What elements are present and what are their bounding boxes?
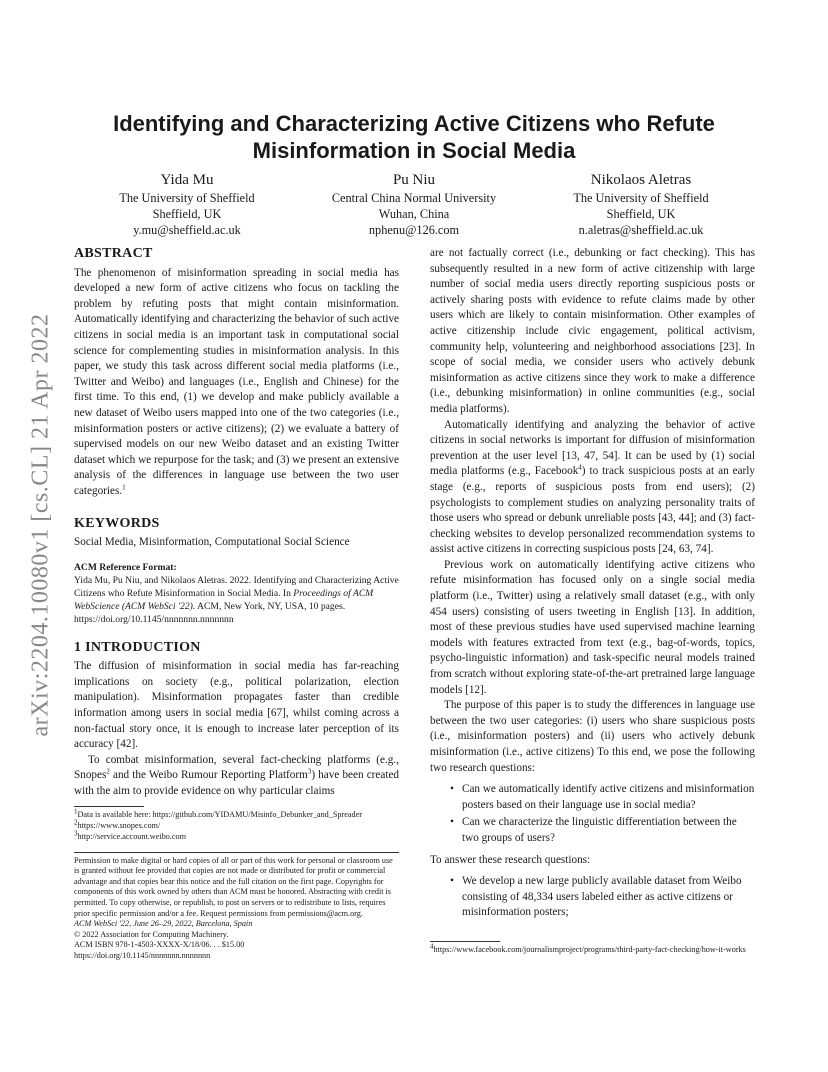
footnote-number: 3	[74, 828, 78, 837]
footnote-divider	[74, 806, 144, 807]
footnote-number: 4	[430, 942, 434, 951]
author-affiliation: Central China Normal University	[331, 191, 497, 205]
author-name: Pu Niu	[392, 172, 436, 188]
abstract-body: The phenomenon of misinformation spreading in social media has developed a new form of active citizens who focus on tackling the problem by refuting posts that might contain misinformation. Automatically identifying and characterizing the behavior of such active citizens in social media is an important task in computational social science for complementing studies in misinformation analysis. In this paper, we study this task across different social media platforms (i.e., Twitter and Weibo) and languages (i.e., English and Chinese) for the first time. To this end, (1) we develop and make publicly available a new dataset of Weibo users mapped into one of the two categories (i.e., misinformation posters or active citizens); (2) we evaluate a battery of supervised models on our new Weibo dataset and an existing Twitter dataset which we repurpose for the task; and (3) we present an extensive analysis of the differences in language use between the two user categories.	[74, 266, 399, 497]
footnote-mark[interactable]: 1	[122, 483, 126, 492]
conference-venue	[74, 919, 399, 930]
acm-ref-venue: Proceedings of ACM WebScience (ACM WebSci '22).	[74, 587, 374, 612]
author-location: Sheffield, UK	[606, 207, 676, 221]
conference-venue-text: ACM WebSci '22, June 26–29, 2022, Barcelona, Spain	[74, 919, 253, 929]
list-item: • Can we automatically identify active citizens and misinformation posters based on their language use in social media?	[462, 782, 755, 813]
intro-paragraph-1: The diffusion of misinformation in social media has far-reaching implications on society (e.g., political polarization, election manipulation). Misinformation propagates faster than credible information among users in social media [67], whilst coming across a non-factual story once, it is enough to increase later perception of its accuracy [42].	[74, 660, 399, 751]
acm-reference-text	[74, 574, 399, 626]
paper-title: Identifying and Characterizing Active Citizens who Refute Misinformation in Social Media	[113, 111, 715, 163]
author-email[interactable]: nphenu@126.com	[368, 223, 460, 237]
footnote-3	[74, 828, 399, 842]
footnote-number: 1	[74, 806, 78, 815]
left-column	[74, 246, 399, 962]
list-item: • Can we characterize the linguistic differentiation between the two groups of users?	[462, 815, 755, 846]
footnote-number: 2	[74, 817, 78, 826]
footnote-text[interactable]: http://service.account.weibo.com	[77, 831, 186, 841]
permission-notice: Permission to make digital or hard copies of all or part of this work for personal or classroom use is granted without fee provided that copies are not made or distributed for profit or commercial advantage and that copies bear this notice and the full citation on the first page. Copyrights for components of this work owned by others than ACM must be honored. Abstracting with credit is permitted. To copy otherwise, or republish, to post on servers or to redistribute to lists, requires prior specific permission and/or a fee. Request permissions from permissions@acm.org.	[74, 855, 393, 918]
intro-paragraph-3: are not factually correct (i.e., debunking or fact checking). This has subsequently resulted in a new form of active citizenship with large number of social media users directly reporting suspicious posts or actively sharing posts with evidence to refute claims made by other users which are likely to contain misinformation. Other examples of active citizenship include civic engagement, political activism, community help, volunteering and neighborhood associations [23]. In scope of social media, we consider users who actively debunk misinformation as active citizens since they work to make a difference (i.e., debunking misinformation) in online communities (e.g., social media platforms).	[430, 247, 755, 415]
acm-ref-authors: Yida Mu, Pu Niu, and Nikolaos Aletras. 2022. Identifying and Characterizing Active Citizens who Refute Misinformation in Social Media. In	[74, 574, 399, 599]
arxiv-stamp	[26, 290, 56, 760]
footnote-text[interactable]: Data is available here: https://github.com/YIDAMU/Misinfo_Debunker_and_Spreader	[77, 809, 362, 819]
author-email[interactable]: n.aletras@sheffield.ac.uk	[578, 223, 704, 237]
footnote-2	[74, 817, 399, 831]
author-2	[301, 170, 527, 238]
author-block	[74, 170, 754, 238]
intro-paragraph-6: The purpose of this paper is to study the differences in language use between the two user categories: (i) users who share suspicious posts (i.e., misinformation posters) and (ii) users who actively debunk misinformation (i.e., active citizens) To this end, we pose the following two research questions:	[430, 699, 755, 774]
abstract-text	[74, 266, 399, 500]
footnote-mark[interactable]: 4	[578, 463, 582, 472]
doi-line[interactable]: https://doi.org/10.1145/nnnnnnn.nnnnnnn	[74, 950, 211, 960]
abstract-heading: ABSTRACT	[74, 246, 153, 261]
author-name: Yida Mu	[160, 172, 214, 188]
list-item: • We develop a new large publicly available dataset from Weibo consisting of 48,334 users labeled either as active citizens or misinformation posters;	[462, 874, 755, 921]
keywords-heading: KEYWORDS	[74, 515, 160, 531]
footnote-mark[interactable]: 2	[106, 767, 110, 776]
author-location: Sheffield, UK	[152, 207, 222, 221]
arxiv-stamp-text: arXiv:2204.10080v1 [cs.CL] 21 Apr 2022	[27, 313, 54, 737]
intro-paragraph-7: To answer these research questions:	[430, 853, 591, 866]
isbn-line: ACM ISBN 978-1-4503-XXXX-X/18/06. . . $15.00	[74, 940, 245, 950]
author-3	[528, 170, 754, 238]
contributions-list	[430, 874, 755, 921]
intro-heading: 1 INTRODUCTION	[74, 639, 201, 655]
footnote-mark[interactable]: 3	[307, 767, 312, 776]
copyright-line: © 2022 Association for Computing Machinery.	[74, 929, 229, 939]
author-affiliation: The University of Sheffield	[119, 191, 255, 205]
footnote-divider	[430, 941, 500, 942]
right-column	[430, 246, 755, 955]
intro-p2-b: and the Weibo Rumour Reporting Platform	[109, 769, 308, 782]
author-name: Nikolaos Aletras	[590, 172, 692, 188]
author-1	[74, 170, 300, 238]
intro-p4-b: ) to track suspicious posts at an early stage (e.g., reports of suspicious posts from end users); (2) psychologists to complement studies on analyzing personality traits of those users who spread or debunk unreliable posts [43, 44]; and (3) fact-checking websites to develop personalized recommendation systems to assist active citizens in correcting suspicious posts [24, 63, 74].	[430, 465, 755, 556]
acm-reference-heading: ACM Reference Format:	[74, 561, 177, 573]
intro-paragraph-5: Previous work on automatically identifying active citizens who refute misinformation has focused only on a single social media platform (i.e., Twitter) using a relatively small dataset (e.g., with only 454 users) consisting of users tweeting in English [13]. In addition, most of these previous studies have used supervised machine learning models with features extracted from text (e.g., bag-of-words, topics, psycho-linguistic information) and task-specific neural models trained from scratch without exploring state-of-the-art pretrained large language models [12].	[430, 558, 755, 696]
footnote-4	[430, 944, 755, 955]
footnote-text[interactable]: https://www.snopes.com/	[77, 820, 161, 830]
intro-p2-a: To combat misinformation, several fact-checking platforms (e.g., Snopes	[74, 753, 399, 782]
author-location: Wuhan, China	[378, 207, 450, 221]
author-affiliation: The University of Sheffield	[573, 191, 709, 205]
intro-p4-a: Automatically identifying and analyzing the behavior of active citizens in social networks is important for diffusion of misinformation prevention at the user level [13, 47, 54]. It can be used by (1) social media platforms (e.g., Facebook	[430, 418, 755, 478]
intro-paragraph-2	[74, 753, 399, 800]
research-questions-list	[430, 782, 755, 846]
intro-paragraph-4	[430, 418, 755, 558]
footnote-text[interactable]: https://www.facebook.com/journalismproject/programs/third-party-fact-checking/how-it-works	[433, 944, 746, 954]
footnote-1	[74, 806, 399, 820]
permission-divider	[74, 852, 399, 853]
author-email[interactable]: y.mu@sheffield.ac.uk	[133, 223, 241, 237]
intro-p2-c: ) have been created with the aim to provide evidence on why particular claims	[74, 769, 399, 798]
keywords-text: Social Media, Misinformation, Computational Social Science	[74, 536, 350, 549]
acm-ref-details: ACM, New York, NY, USA, 10 pages. https://doi.org/10.1145/nnnnnnn.nnnnnnn	[74, 600, 346, 625]
